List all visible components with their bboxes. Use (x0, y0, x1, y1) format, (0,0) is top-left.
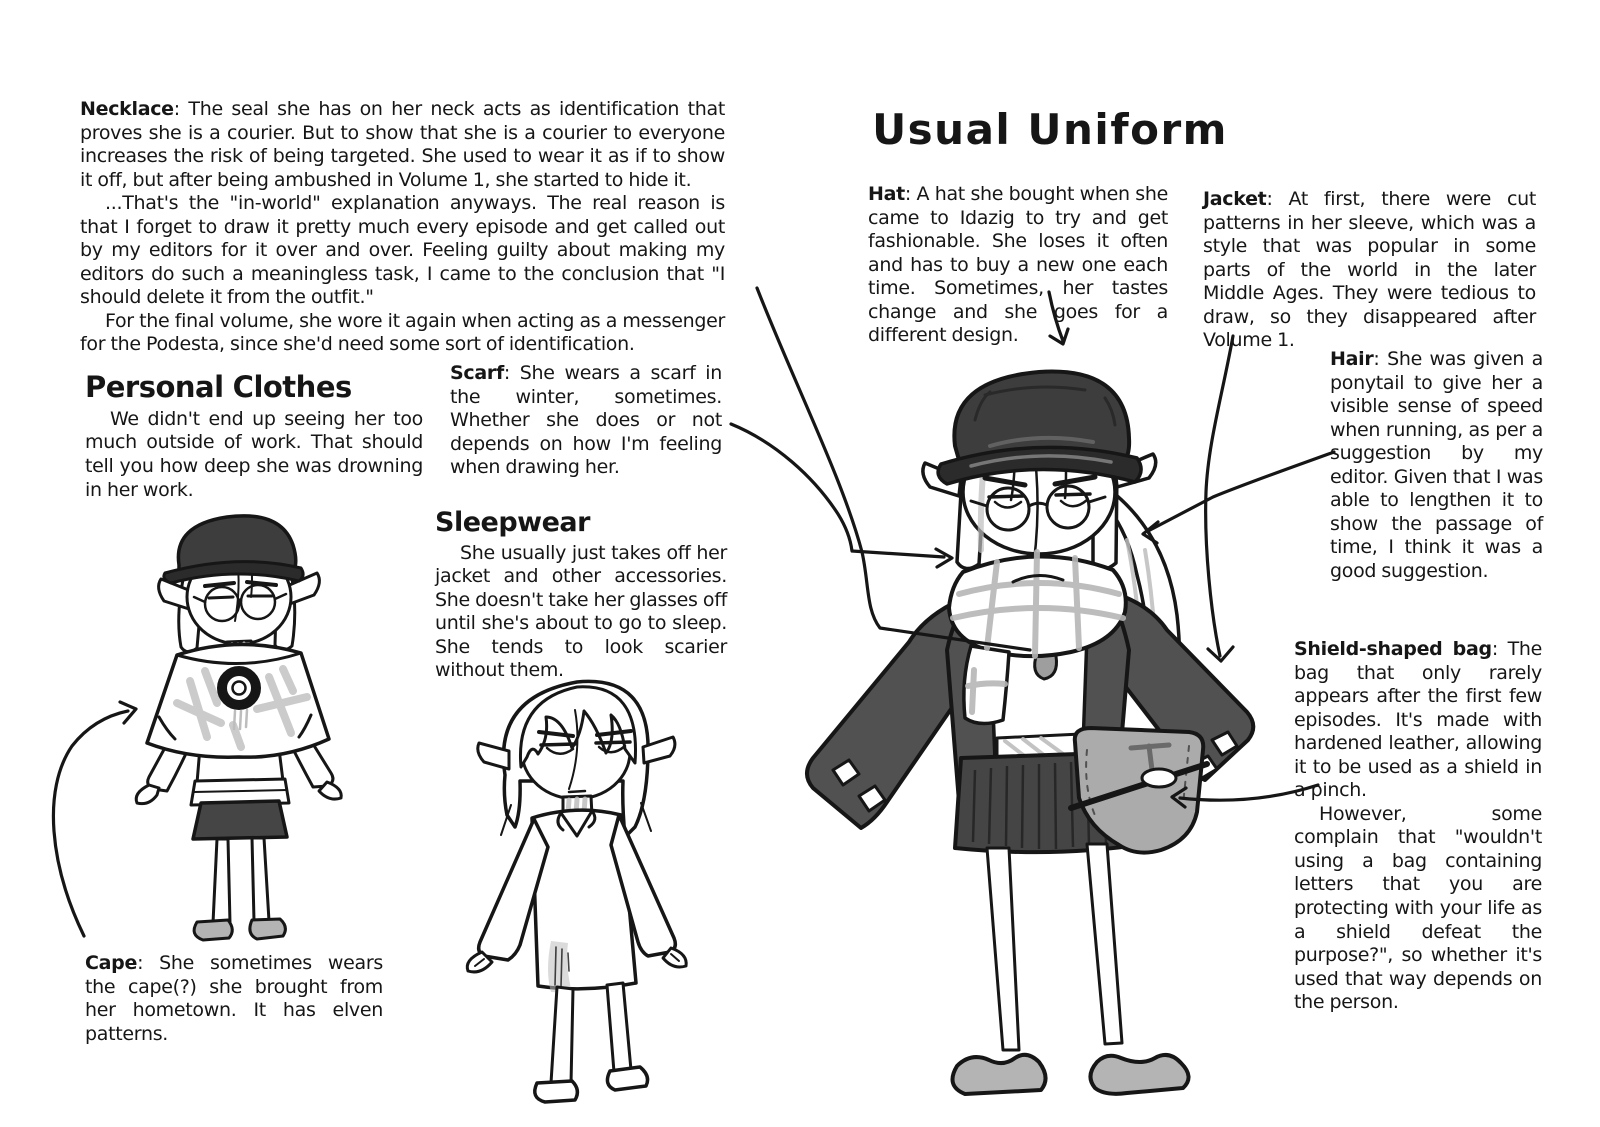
sleepwear-paragraph: She usually just takes off her jacket and other accessories. She doesn't take her glasses off until she's about to go to sleep. She tends to look scarier without them. (435, 541, 727, 682)
hat-paragraph: Hat: A hat she bought when she came to Idazig to try and get fashionable. She loses it often and has to buy a new one each time. Sometimes, her tastes change and she goes for a different design. (868, 183, 1168, 347)
hair-note (1330, 348, 1543, 583)
cape-paragraph: Cape: She sometimes wears the cape(?) she brought from her hometown. It has elven patterns. (85, 952, 383, 1045)
hair-label: Hair (1330, 348, 1374, 370)
personal-clothes-paragraph: We didn't end up seeing her too much outside of work. That should tell you how deep she was drowning in her work. (85, 407, 423, 501)
shield-bag-paragraph-1: Shield-shaped bag: The bag that only rarely appears after the first few episodes. It's made with hardened leather, allowing it to be used as a shield in a pinch. (1294, 638, 1543, 802)
scarf-note (450, 362, 722, 480)
personal-clothes-section (85, 372, 423, 502)
cape-note (85, 952, 383, 1046)
necklace-paragraph-1: Necklace: The seal she has on her neck acts as identification that proves she is a courier. But to show that she is a courier to everyone increases the risk of being targeted. She used to wear it as if to show it off, but after being ambushed in Volume 1, she started to hide it. (80, 98, 725, 191)
necklace-paragraph-3: For the final volume, she wore it again when acting as a messenger for the Podesta, since she'd need some sort of identification. (80, 309, 725, 356)
shield-bag-paragraph-2: However, some complain that "wouldn't using a bag containing letters that you are protecting with your life as a shield defeat the purpose?", so whether it's used that way depends on the person. (1294, 802, 1542, 1014)
shield-bag-label: Shield-shaped bag (1294, 638, 1492, 660)
cape-label: Cape (85, 952, 138, 974)
page-title: Usual Uniform (872, 105, 1228, 154)
uniform-character-art (807, 372, 1253, 1094)
jacket-paragraph: Jacket: At first, there were cut patterns in her sleeve, which was a style that was popular in some parts of the world in the later Middle Ages. They were tedious to draw, so they disappeared after Volume 1. (1203, 188, 1536, 352)
sleepwear-heading: Sleepwear (435, 507, 590, 538)
scarf-label: Scarf (450, 362, 504, 384)
cape (147, 644, 329, 757)
skirt (193, 801, 287, 839)
uniform-character-drawing (775, 350, 1305, 1105)
hat-label: Hat (868, 183, 905, 205)
uniform-hat (938, 372, 1141, 484)
personal-clothes-character-drawing (55, 485, 400, 960)
nightshirt (479, 810, 676, 989)
necklace-paragraph-2: ...That's the "in-world" explanation anyways. The real reason is that I forget to draw it pretty much every episode and get called out by my editors for it over and over. Feeling guilty about making my editors do such a meaningless task, I came to the conclusion that "I should delete it from the outfit." (80, 192, 725, 309)
sleepwear-character-art (467, 681, 686, 1102)
cape-character-art (136, 516, 341, 940)
necklace-label: Necklace (80, 98, 174, 120)
hat-note (868, 183, 1168, 348)
necklace-note (80, 98, 725, 357)
shield-bag-note (1294, 638, 1542, 1015)
hair-paragraph: Hair: She was given a ponytail to give her a visible sense of speed when running, as per a suggestion by my editor. Given that I was able to lengthen it to show the passage of time, I think it was a good suggestion. (1330, 348, 1543, 582)
sleepwear-character-drawing (435, 655, 725, 1115)
jacket-label: Jacket (1203, 188, 1267, 210)
jacket-note (1203, 188, 1536, 353)
scarf-paragraph: Scarf: She wears a scarf in the winter, sometimes. Whether she does or not depends on how I'm feeling when drawing her. (450, 362, 722, 479)
personal-clothes-heading: Personal Clothes (85, 370, 352, 404)
